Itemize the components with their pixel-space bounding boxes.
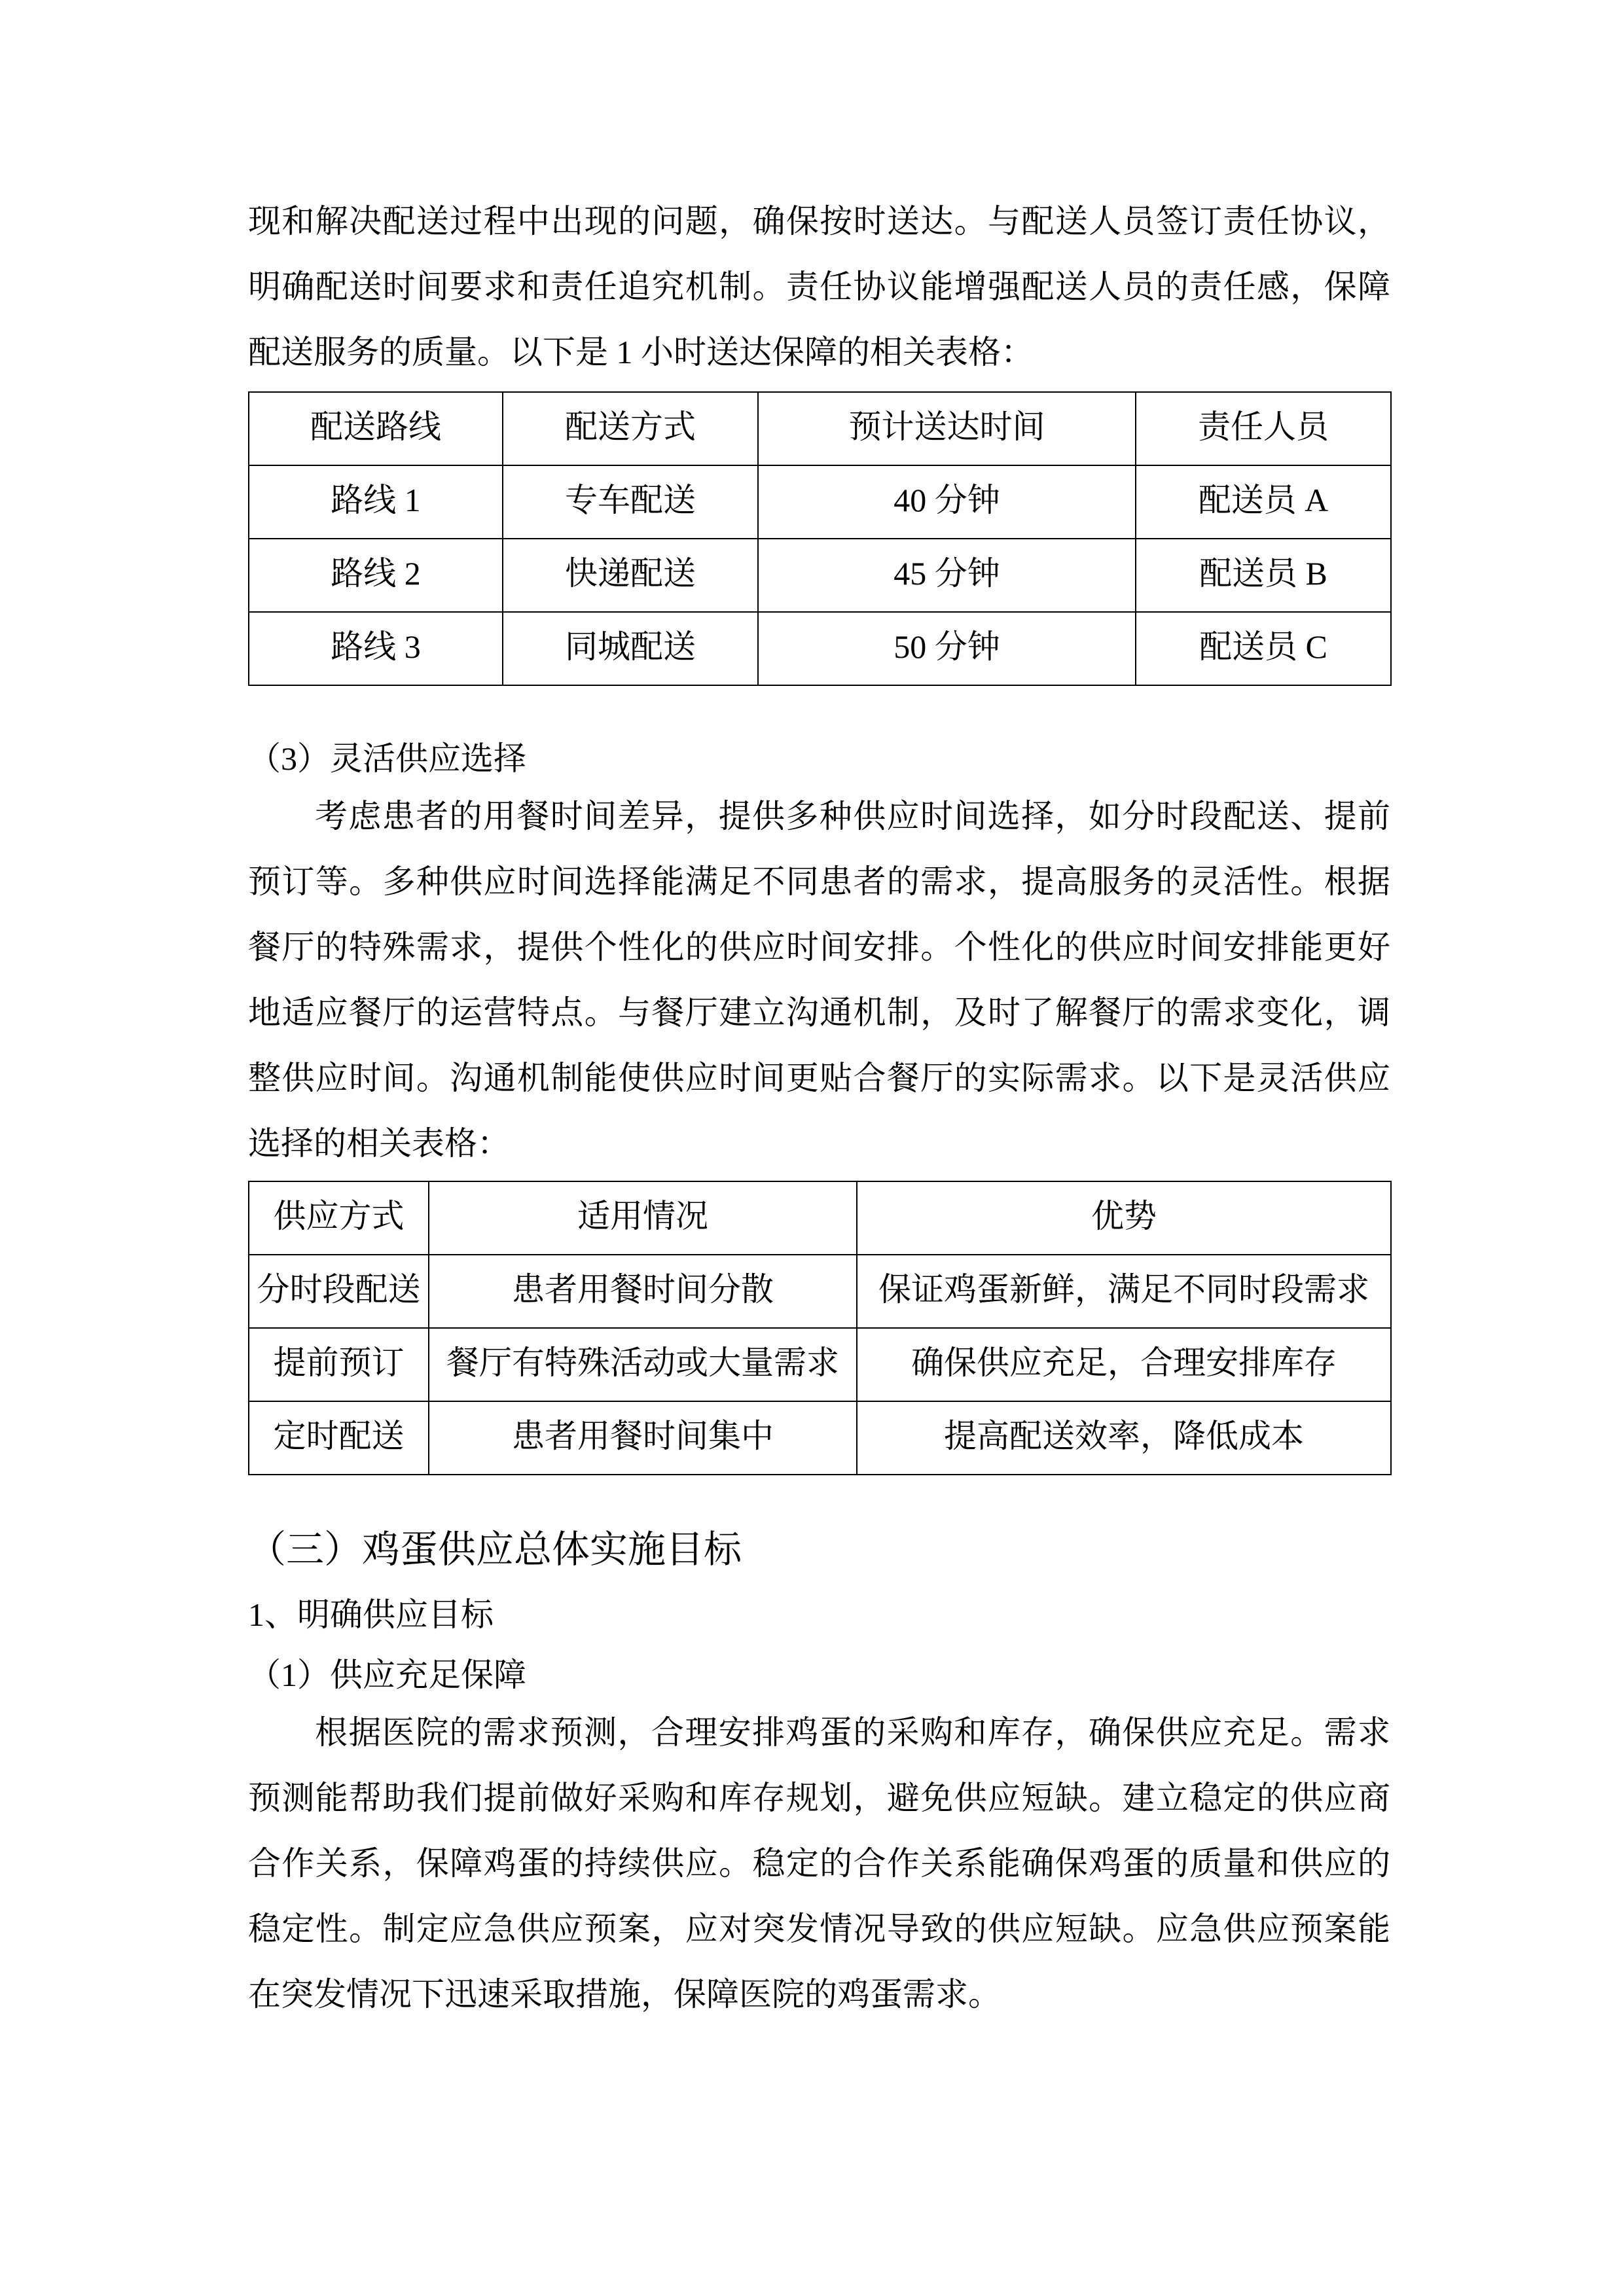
delivery-route-table xyxy=(248,391,1392,686)
text-line: 地适应餐厅的运营特点。与餐厅建立沟通机制，及时了解餐厅的需求变化，调 xyxy=(248,994,1390,1031)
header-cell: 适用情况 xyxy=(429,1181,857,1255)
header-cell: 优势 xyxy=(857,1181,1391,1255)
text-line: 整供应时间。沟通机制能使供应时间更贴合餐厅的实际需求。以下是灵活供应 xyxy=(248,1060,1390,1096)
table-cell: 路线 1 xyxy=(249,465,503,539)
header-cell: 责任人员 xyxy=(1136,392,1391,465)
table-header-row xyxy=(249,392,1391,465)
table-cell: 45 分钟 xyxy=(758,539,1136,612)
table-cell: 快递配送 xyxy=(503,539,758,612)
section-heading: （三）鸡蛋供应总体实施目标 xyxy=(248,1528,742,1571)
table-cell: 配送员 C xyxy=(1136,612,1391,685)
header-cell: 预计送达时间 xyxy=(758,392,1136,465)
table-cell: 路线 3 xyxy=(249,612,503,685)
table-cell: 配送员 A xyxy=(1136,465,1391,539)
text-line: 明确配送时间要求和责任追究机制。责任协议能增强配送人员的责任感，保障 xyxy=(248,268,1390,305)
text-line: 预测能帮助我们提前做好采购和库存规划，避免供应短缺。建立稳定的供应商 xyxy=(248,1780,1390,1816)
table-cell: 40 分钟 xyxy=(758,465,1136,539)
text-line: 根据医院的需求预测，合理安排鸡蛋的采购和库存，确保供应充足。需求 xyxy=(315,1714,1390,1751)
text-line: 稳定性。制定应急供应预案，应对突发情况导致的供应短缺。应急供应预案能 xyxy=(248,1910,1390,1947)
table-row xyxy=(249,612,1391,685)
header-cell: 配送路线 xyxy=(249,392,503,465)
table-cell: 同城配送 xyxy=(503,612,758,685)
subsection-heading: 1、明确供应目标 xyxy=(248,1596,494,1633)
table-cell: 患者用餐时间集中 xyxy=(429,1401,857,1475)
text-line: 在突发情况下迅速采取措施，保障医院的鸡蛋需求。 xyxy=(248,1976,1001,2013)
paragraph-delivery-guarantee xyxy=(248,188,1390,385)
header-cell: 配送方式 xyxy=(503,392,758,465)
table-row xyxy=(249,1255,1391,1328)
table-cell: 提前预订 xyxy=(249,1328,429,1401)
table-cell: 保证鸡蛋新鲜，满足不同时段需求 xyxy=(857,1255,1391,1328)
table-row xyxy=(249,1401,1391,1475)
table-row xyxy=(249,1328,1391,1401)
table-cell: 分时段配送 xyxy=(249,1255,429,1328)
sub-subsection-heading: （1）供应充足保障 xyxy=(248,1657,526,1693)
text-line: 配送服务的质量。以下是 1 小时送达保障的相关表格： xyxy=(248,334,1034,370)
text-line: 现和解决配送过程中出现的问题，确保按时送达。与配送人员签订责任协议， xyxy=(248,203,1390,240)
table-row xyxy=(249,539,1391,612)
text-line: 合作关系，保障鸡蛋的持续供应。稳定的合作关系能确保鸡蛋的质量和供应的 xyxy=(248,1845,1390,1882)
subsection-heading-flexible-supply: （3）灵活供应选择 xyxy=(248,740,526,777)
text-line: 预订等。多种供应时间选择能满足不同患者的需求，提高服务的灵活性。根据 xyxy=(248,863,1390,900)
table-cell: 定时配送 xyxy=(249,1401,429,1475)
table-cell: 确保供应充足，合理安排库存 xyxy=(857,1328,1391,1401)
supply-method-table xyxy=(248,1181,1392,1475)
table-cell: 专车配送 xyxy=(503,465,758,539)
table-cell: 患者用餐时间分散 xyxy=(429,1255,857,1328)
text-line: 餐厅的特殊需求，提供个性化的供应时间安排。个性化的供应时间安排能更好 xyxy=(248,929,1390,965)
table-cell: 餐厅有特殊活动或大量需求 xyxy=(429,1328,857,1401)
paragraph-supply-guarantee xyxy=(248,1700,1390,2027)
table-cell: 路线 2 xyxy=(249,539,503,612)
table-cell: 50 分钟 xyxy=(758,612,1136,685)
text-line: 选择的相关表格： xyxy=(248,1125,510,1162)
table-header-row xyxy=(249,1181,1391,1255)
paragraph-flexible-supply xyxy=(248,783,1390,1176)
header-cell: 供应方式 xyxy=(249,1181,429,1255)
text-line: 考虑患者的用餐时间差异，提供多种供应时间选择，如分时段配送、提前 xyxy=(315,798,1390,834)
table-cell: 提高配送效率，降低成本 xyxy=(857,1401,1391,1475)
table-cell: 配送员 B xyxy=(1136,539,1391,612)
table-row xyxy=(249,465,1391,539)
